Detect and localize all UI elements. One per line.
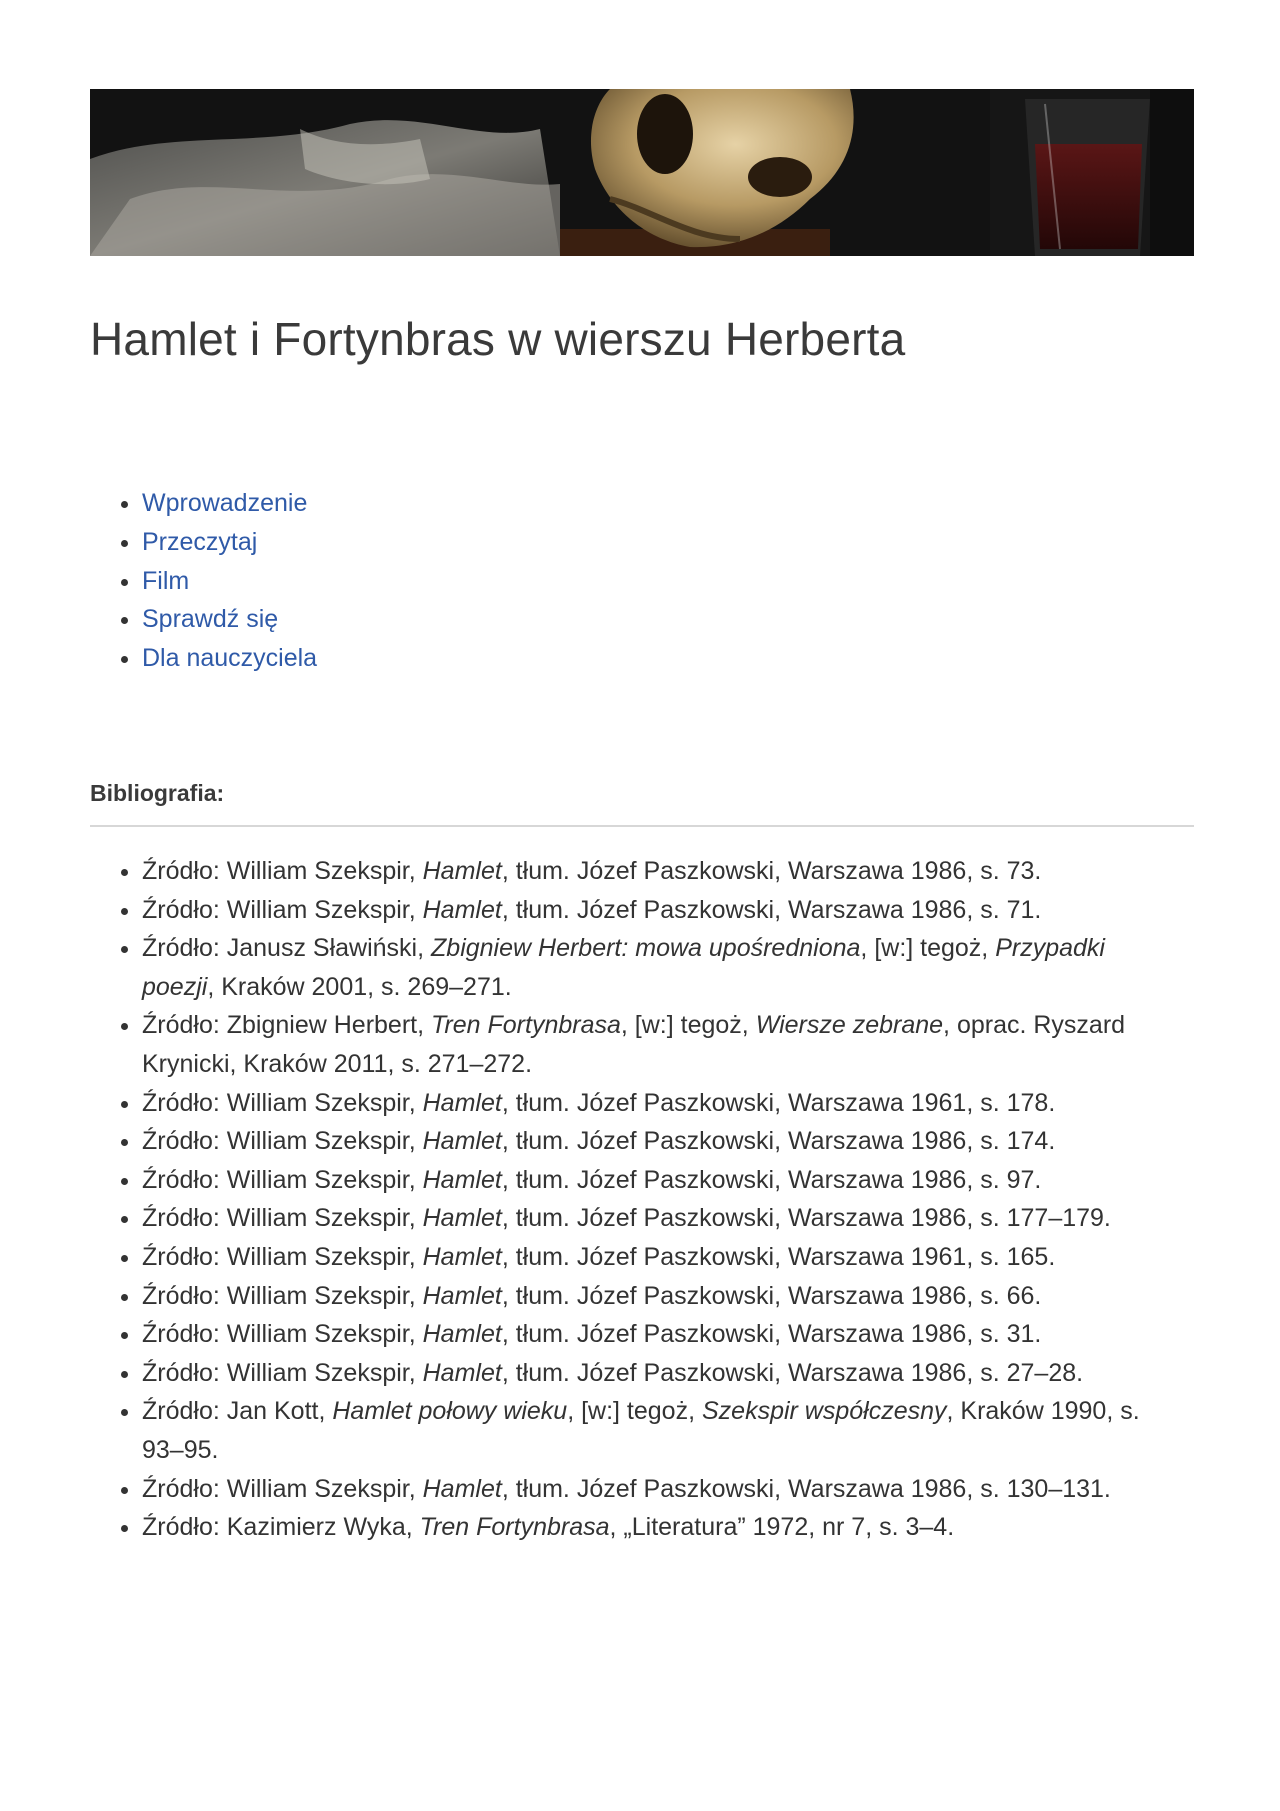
citation-text: , [w:] tegoż,	[620, 1011, 756, 1040]
citation-text: Źródło: William Szekspir,	[142, 895, 423, 924]
work-title: Hamlet	[422, 1165, 502, 1194]
table-of-contents	[90, 484, 317, 678]
work-title: Hamlet	[422, 1242, 502, 1271]
citation-text: , tłum. Józef Paszkowski, Warszawa 1986, s. 130–131.	[501, 1474, 1111, 1503]
banner-image	[90, 89, 1194, 256]
work-title: Hamlet połowy wieku	[332, 1397, 568, 1426]
citation-text: Źródło: William Szekspir,	[142, 1088, 423, 1117]
citation-text: , tłum. Józef Paszkowski, Warszawa 1986, s. 71.	[501, 895, 1042, 924]
work-title: Hamlet	[422, 1320, 502, 1349]
skull-still-life-illustration	[90, 89, 1194, 256]
work-title: Wiersze zebrane	[755, 1011, 944, 1040]
bibliography-item	[142, 1508, 1180, 1547]
work-title: Hamlet	[422, 1204, 502, 1233]
citation-text: , tłum. Józef Paszkowski, Warszawa 1986, s. 73.	[501, 857, 1042, 885]
bibliography-item	[142, 1392, 1180, 1469]
citation-text: , tłum. Józef Paszkowski, Warszawa 1986, s. 174.	[501, 1127, 1056, 1156]
bibliography-item	[142, 852, 1180, 891]
citation-text: , tłum. Józef Paszkowski, Warszawa 1961, s. 178.	[501, 1088, 1056, 1117]
bibliography-list	[90, 852, 1180, 1547]
work-title: Szekspir współczesny	[701, 1397, 947, 1426]
citation-text: , tłum. Józef Paszkowski, Warszawa 1986, s. 177–179.	[501, 1204, 1111, 1233]
citation-text: , Kraków 2001, s. 269–271.	[207, 972, 512, 1001]
work-title: Hamlet	[422, 1358, 502, 1387]
toc-item	[142, 600, 317, 639]
work-title: Hamlet	[422, 1127, 502, 1156]
work-title: Hamlet	[422, 895, 502, 924]
toc-item	[142, 484, 317, 523]
bibliography-item	[142, 1084, 1180, 1123]
bibliography-item	[142, 1122, 1180, 1161]
bibliography-item	[142, 1354, 1180, 1393]
citation-text: Źródło: Zbigniew Herbert,	[142, 1011, 432, 1040]
page-title: Hamlet i Fortynbras w wierszu Herberta	[90, 313, 906, 365]
bibliography-item	[142, 1238, 1180, 1277]
bibliography-item	[142, 1470, 1180, 1509]
toc-link-sprawdz-sie[interactable]: Sprawdź się	[142, 605, 279, 634]
toc-item	[142, 562, 317, 601]
bibliography-item	[142, 929, 1180, 1006]
work-title: Hamlet	[422, 1474, 502, 1503]
citation-text: Źródło: William Szekspir,	[142, 1165, 423, 1194]
citation-text: , „Literatura” 1972, nr 7, s. 3–4.	[609, 1513, 955, 1542]
bibliography-item	[142, 1315, 1180, 1354]
toc-link-przeczytaj[interactable]: Przeczytaj	[142, 527, 258, 556]
work-title: Hamlet	[422, 857, 502, 885]
citation-text: , tłum. Józef Paszkowski, Warszawa 1986, s. 66.	[501, 1281, 1042, 1310]
work-title: Hamlet	[422, 1281, 502, 1310]
bibliography-item	[142, 891, 1180, 930]
citation-text: Źródło: William Szekspir,	[142, 1127, 423, 1156]
bibliography-item	[142, 1199, 1180, 1238]
citation-text: Źródło: William Szekspir,	[142, 1474, 423, 1503]
work-title: Tren Fortynbrasa	[431, 1011, 621, 1040]
citation-text: Źródło: William Szekspir,	[142, 1242, 423, 1271]
bibliography-item	[142, 1161, 1180, 1200]
toc-link-film[interactable]: Film	[142, 566, 190, 595]
citation-text: Źródło: Kazimierz Wyka,	[142, 1513, 420, 1542]
citation-text: , Kraków 1990, s. 93–95.	[142, 1397, 1140, 1464]
toc-item	[142, 523, 317, 562]
work-title: Przypadki poezji	[142, 934, 1105, 1001]
citation-text: , tłum. Józef Paszkowski, Warszawa 1961, s. 165.	[501, 1242, 1056, 1271]
citation-text: Źródło: Jan Kott,	[142, 1397, 333, 1426]
citation-text: Źródło: William Szekspir,	[142, 1320, 423, 1349]
citation-text: Źródło: William Szekspir,	[142, 857, 423, 885]
work-title: Hamlet	[422, 1088, 502, 1117]
bibliography-item	[142, 1277, 1180, 1316]
citation-text: , tłum. Józef Paszkowski, Warszawa 1986, s. 31.	[501, 1320, 1042, 1349]
citation-text: Źródło: William Szekspir,	[142, 1281, 423, 1310]
citation-text: , tłum. Józef Paszkowski, Warszawa 1986, s. 97.	[501, 1165, 1042, 1194]
citation-text: Źródło: William Szekspir,	[142, 1204, 423, 1233]
toc-link-dla-nauczyciela[interactable]: Dla nauczyciela	[142, 644, 318, 673]
divider	[90, 825, 1194, 827]
work-title: Zbigniew Herbert: mowa upośredniona	[431, 934, 861, 963]
bibliography-heading: Bibliografia:	[90, 780, 225, 806]
citation-text: Źródło: William Szekspir,	[142, 1358, 423, 1387]
citation-text: , [w:] tegoż,	[567, 1397, 702, 1426]
citation-text: , oprac. Ryszard Krynicki, Kraków 2011, s. 271–272.	[142, 1011, 1126, 1078]
citation-text: , [w:] tegoż,	[860, 934, 996, 963]
citation-text: , tłum. Józef Paszkowski, Warszawa 1986, s. 27–28.	[501, 1358, 1084, 1387]
toc-link-wprowadzenie[interactable]: Wprowadzenie	[142, 489, 308, 517]
bibliography-item	[142, 1006, 1180, 1083]
work-title: Tren Fortynbrasa	[419, 1513, 610, 1542]
citation-text: Źródło: Janusz Sławiński,	[142, 934, 432, 963]
toc-item	[142, 639, 317, 678]
